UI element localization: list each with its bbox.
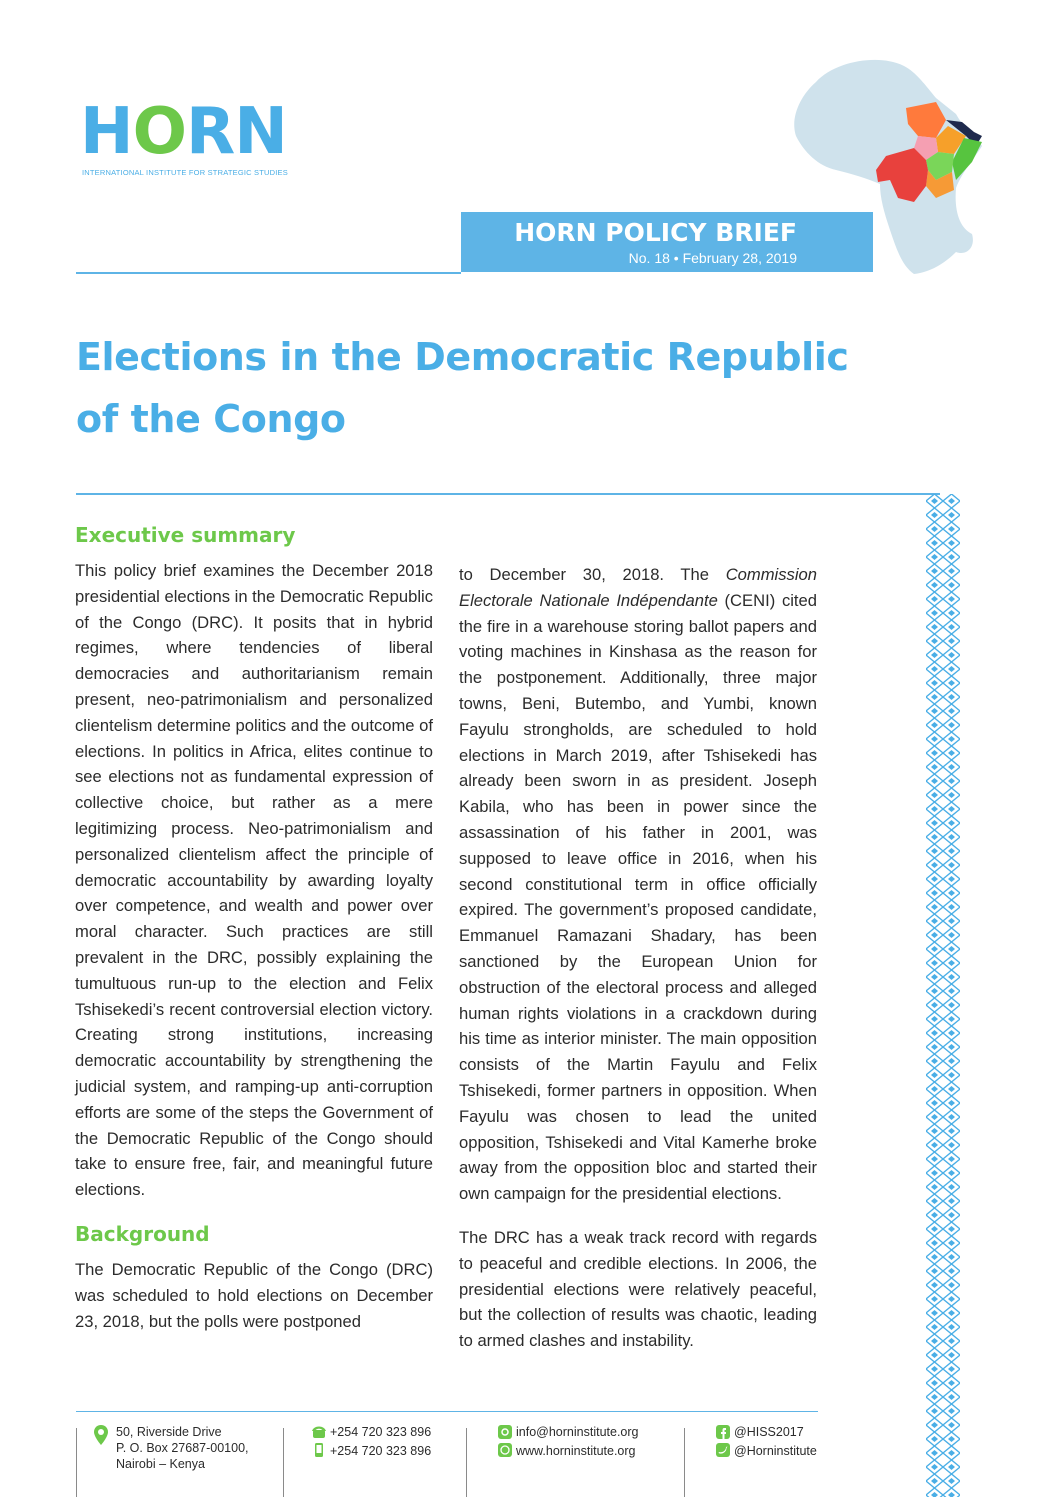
background-text-continued: to December 30, 2018. The Commission Electorale Nationale Indépendante (CENI) cited the fire in a warehouse storing ballot papers and voting machines in Kinshasa as the reason for the postponement. Additionally, three major towns, Beni, Butembo, and Yumbi, known Fayulu strongholds, are scheduled to hold elections in March 2019, after Tshisekedi has already been sworn in as president. Joseph Kabila, who has been in power since the assassination of his father in 2001, was supposed to leave office in 2016, when his second constitutional term in office officially expired. The government’s proposed candidate, Emmanuel Ramazani Shadary, has been sanctioned by the European Union for obstruction of the electoral process and alleged human rights violations in a crackdown during his time as interior minister. The main opposition consists of the Martin Fayulu and Felix Tshisekedi, former partners in opposition. When Fayulu was chosen to lead the united opposition, Tshisekedi and Vital Kamerhe broke away from the opposition bloc and started their own campaign for the presidential elections.: [459, 565, 817, 1204]
title-divider: [76, 493, 940, 495]
twitter-icon: [716, 1443, 730, 1457]
decorative-pattern-icon: [926, 494, 960, 1497]
footer-twitter-link[interactable]: @Horninstitute: [734, 1444, 817, 1458]
footer-separator: [466, 1428, 467, 1497]
policy-brief-issue: No. 18 • February 28, 2019: [628, 250, 797, 266]
footer-email-link[interactable]: info@horninstitute.org: [516, 1425, 639, 1439]
footer-divider: [76, 1411, 818, 1412]
body-column-left: [75, 522, 433, 1352]
executive-summary-heading: Executive summary: [75, 523, 296, 547]
phone-icon: [312, 1425, 326, 1439]
footer-separator: [76, 1428, 77, 1497]
footer-separator: [283, 1428, 284, 1497]
background-heading: Background: [75, 1221, 210, 1246]
email-icon: [498, 1425, 512, 1439]
footer-phone-1: +254 720 323 896: [330, 1425, 432, 1439]
background-text: The Democratic Republic of the Congo (DRC) was scheduled to hold elections on December 23, 2018, but the polls were postponed: [75, 1259, 433, 1331]
footer-address: 50, Riverside Drive P. O. Box 27687-00100, Nairobi – Kenya: [116, 1425, 249, 1471]
website-icon: [498, 1443, 512, 1457]
background-text-paragraph2: The DRC has a weak track record with regards to peaceful and credible elections. In 2006, the presidential elections were relatively peaceful, but the collection of results was chaotic, leading to armed clashes and instability.: [459, 1227, 817, 1351]
policy-brief-title: HORN POLICY BRIEF: [514, 218, 797, 247]
logo-subtitle: INTERNATIONAL INSTITUTE FOR STRATEGIC STUDIES: [82, 168, 288, 177]
document-title-line2: of the Congo: [76, 397, 346, 441]
footer-phone-2: +254 720 323 896: [330, 1444, 432, 1458]
footer-website-link[interactable]: www.horninstitute.org: [516, 1444, 636, 1458]
location-pin-icon: [94, 1425, 108, 1445]
footer-facebook-link[interactable]: @HISS2017: [734, 1425, 804, 1439]
header-divider: [76, 272, 461, 274]
document-title-line1: Elections in the Democratic Republic: [76, 335, 849, 379]
body-column-right: [459, 562, 817, 1354]
footer-separator: [684, 1428, 685, 1497]
executive-summary-text: This policy brief examines the December 2018 presidential elections in the Democratic Republic of the Congo (DRC). It posits that in hybrid regimes, where tendencies of liberal democracies and authoritarianism remain present, neo-patrimonialism and personalized clientelism determine politics and the outcome of elections. In politics in Africa, elites continue to see elections not as fundamental expression of collective choice, but rather as a mere legitimizing process. Neo-patrimonialism and personalized clientelism affect the principle of democratic accountability by awarding loyalty over competence, and wealth and power over moral character. Such practices are still prevalent in the DRC, possibly explaining the tumultuous run-up to the election and Felix Tshisekedi’s recent controversial election victory. Creating strong institutions, increasing democratic accountability by strengthening the judicial system, and ramping-up anti-corruption efforts are some of the steps the Government of the Democratic Republic of the Congo should take to ensure free, fair, and meaningful future elections.: [75, 561, 433, 1200]
document-title: [76, 326, 876, 450]
mobile-phone-icon: [312, 1443, 326, 1457]
facebook-icon: [716, 1425, 730, 1439]
logo: HORN: [80, 95, 287, 169]
